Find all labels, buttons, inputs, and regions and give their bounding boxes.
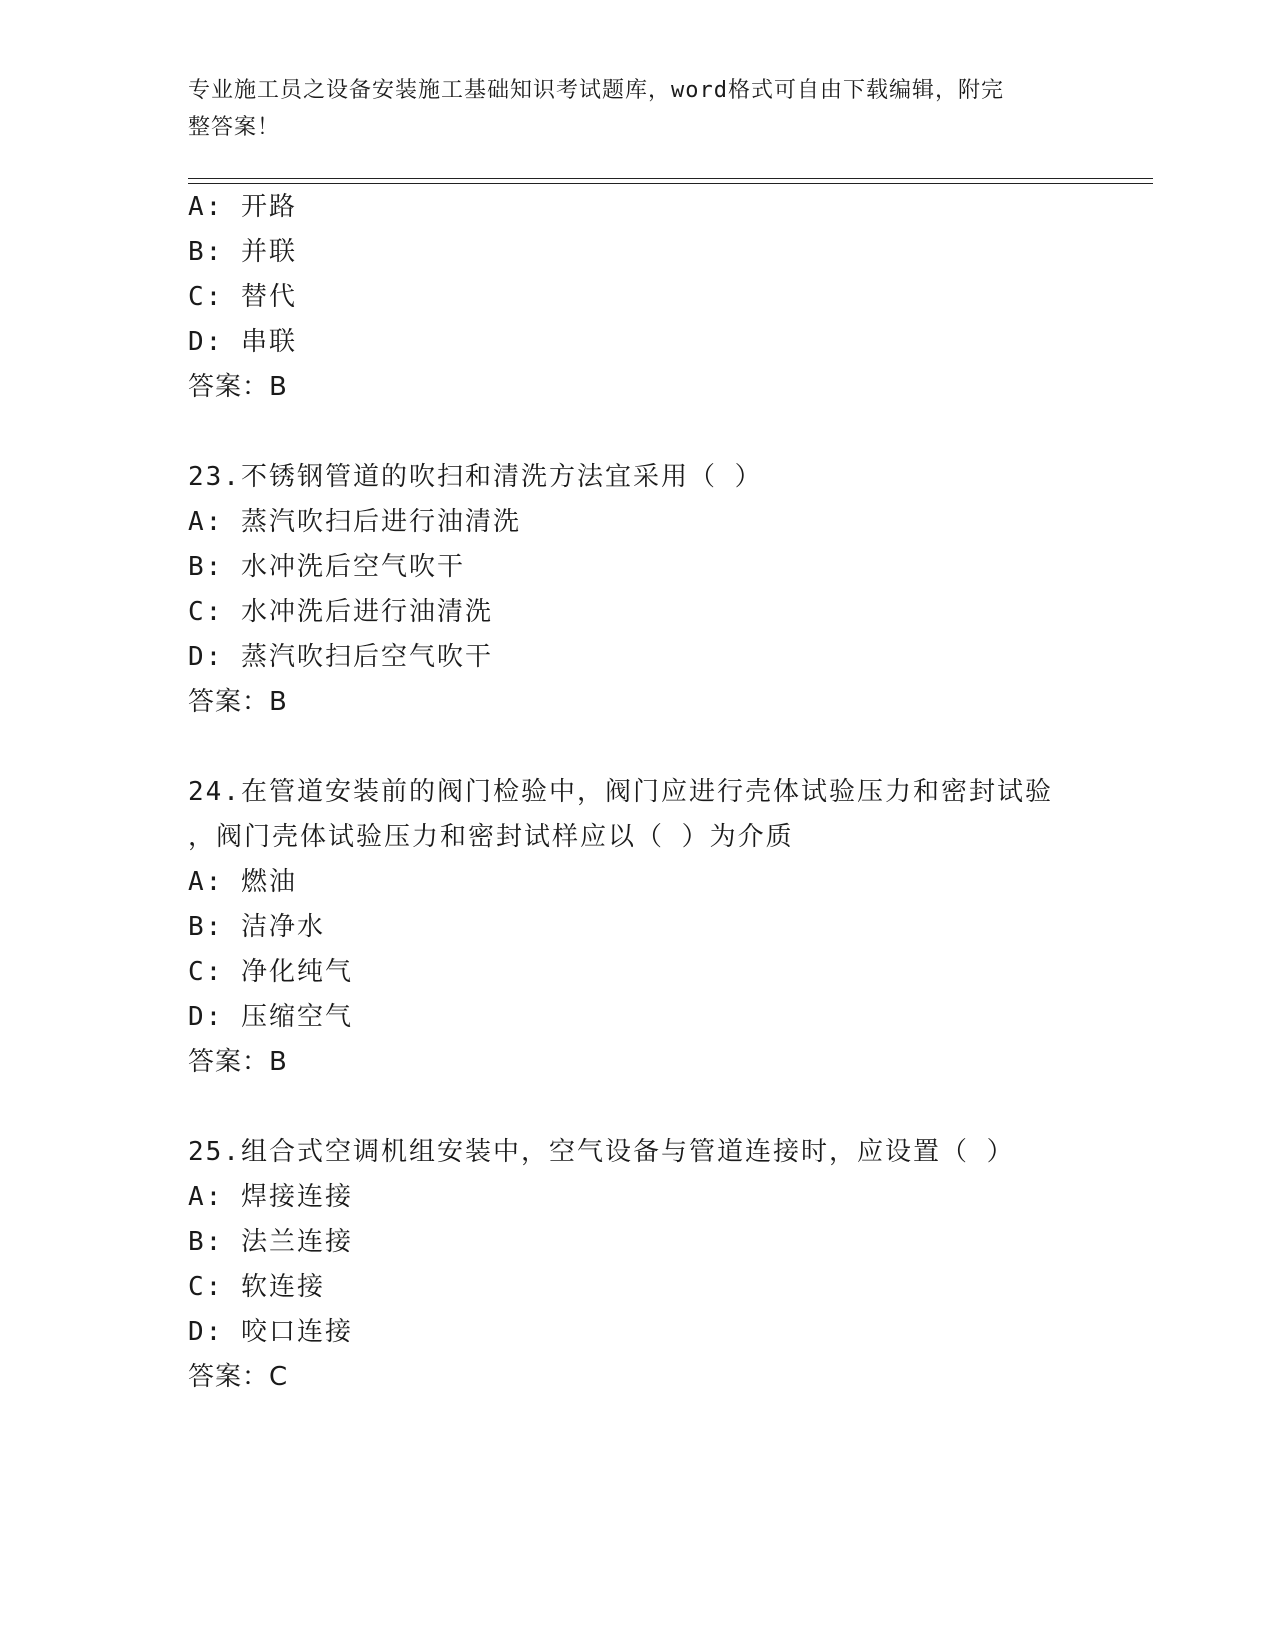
q24-option-c: C: 净化纯气 [188, 957, 353, 987]
q23-answer: 答案：B [188, 687, 288, 717]
header-divider-bottom [188, 183, 1153, 184]
q23-option-d: D: 蒸汽吹扫后空气吹干 [188, 642, 493, 672]
q23-option-b: B: 水冲洗后空气吹干 [188, 552, 465, 582]
q25-option-a: A: 焊接连接 [188, 1182, 353, 1212]
q24-option-d: D: 压缩空气 [188, 1002, 353, 1032]
header-line-2: 整答案！ [188, 115, 281, 140]
document-header [188, 72, 1088, 146]
answer: 答案：B [188, 372, 288, 402]
header-line-1: 专业施工员之设备安装施工基础知识考试题库，word格式可自由下载编辑，附完 [188, 78, 1004, 103]
q25-option-d: D: 咬口连接 [188, 1317, 353, 1347]
q25-option-b: B: 法兰连接 [188, 1227, 353, 1257]
q25-answer: 答案：C [188, 1362, 289, 1392]
q25-option-c: C: 软连接 [188, 1272, 325, 1302]
question-23: 23.不锈钢管道的吹扫和清洗方法宜采用（ ） [188, 462, 763, 492]
option-c: C: 替代 [188, 282, 297, 312]
question-24-line-2: ，阀门壳体试验压力和密封试样应以（ ）为介质 [188, 822, 794, 852]
option-b: B: 并联 [188, 237, 297, 267]
question-25: 25.组合式空调机组安装中，空气设备与管道连接时，应设置（ ） [188, 1137, 1015, 1167]
q24-option-b: B: 洁净水 [188, 912, 325, 942]
q23-option-c: C: 水冲洗后进行油清洗 [188, 597, 493, 627]
question-24-line-1: 24.在管道安装前的阀门检验中，阀门应进行壳体试验压力和密封试验 [188, 777, 1053, 807]
q24-option-a: A: 燃油 [188, 867, 297, 897]
q24-answer: 答案：B [188, 1047, 288, 1077]
option-d: D: 串联 [188, 327, 297, 357]
header-divider-top [188, 178, 1153, 179]
option-a: A: 开路 [188, 192, 297, 222]
q23-option-a: A: 蒸汽吹扫后进行油清洗 [188, 507, 521, 537]
